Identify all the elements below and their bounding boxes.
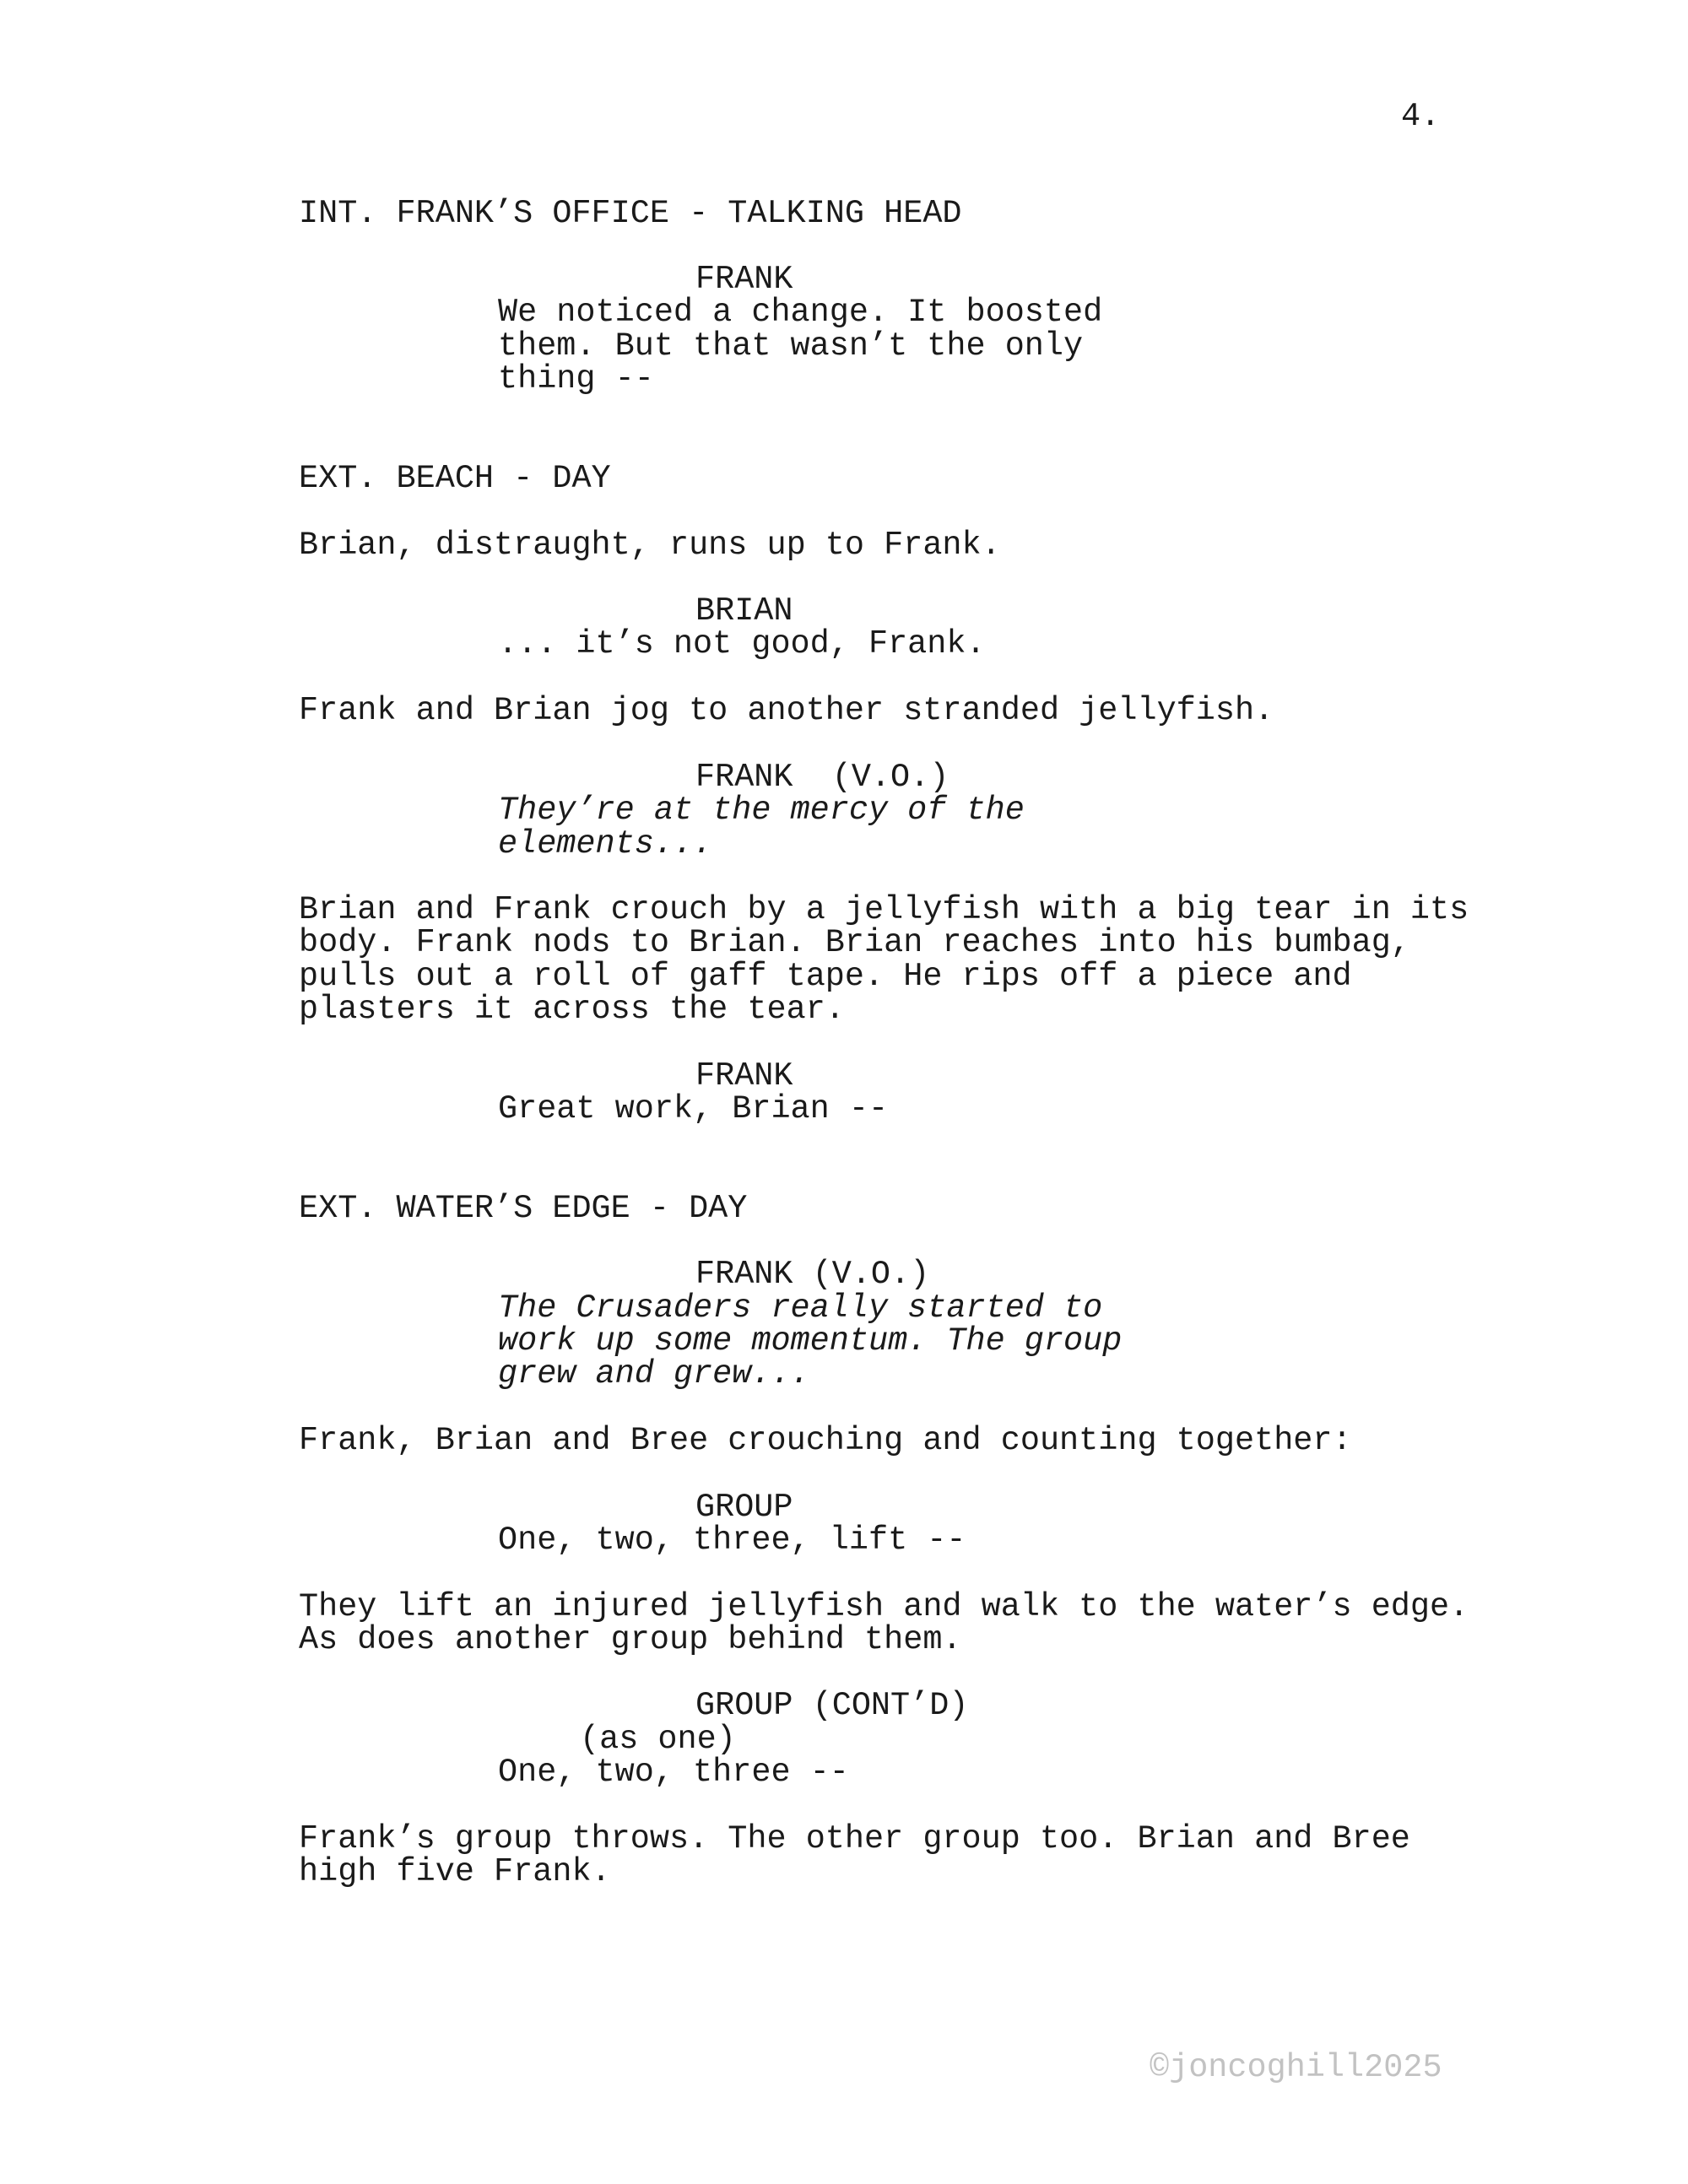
dialogue-line: ... it’s not good, Frank. bbox=[498, 625, 986, 662]
dialogue-line: They’re at the mercy of the bbox=[498, 792, 1025, 829]
character-name: FRANK (V.O.) bbox=[695, 759, 950, 796]
character-name: GROUP bbox=[695, 1489, 793, 1526]
action-line: high five Frank. bbox=[299, 1853, 611, 1890]
scene-heading: INT. FRANK’S OFFICE - TALKING HEAD bbox=[299, 195, 962, 232]
action-line: Frank, Brian and Bree crouching and counting together: bbox=[299, 1422, 1352, 1459]
scene-heading: EXT. BEACH - DAY bbox=[299, 460, 611, 497]
character-name: FRANK bbox=[695, 261, 793, 298]
action-line: body. Frank nods to Brian. Brian reaches into his bumbag, bbox=[299, 924, 1410, 961]
action-line: As does another group behind them. bbox=[299, 1621, 962, 1658]
dialogue-line: them. But that wasn’t the only bbox=[498, 327, 1084, 365]
action-line: plasters it across the tear. bbox=[299, 991, 845, 1028]
action-line: Brian, distraught, runs up to Frank. bbox=[299, 527, 1001, 564]
character-name: BRIAN bbox=[695, 592, 793, 630]
dialogue-line: thing -- bbox=[498, 360, 654, 397]
dialogue-line: work up some momentum. The group bbox=[498, 1322, 1123, 1360]
dialogue-line: grew and grew... bbox=[498, 1355, 810, 1392]
action-line: Frank and Brian jog to another stranded jellyfish. bbox=[299, 692, 1274, 729]
parenthetical: (as one) bbox=[580, 1721, 736, 1758]
character-name: FRANK (V.O.) bbox=[695, 1256, 930, 1293]
character-name: FRANK bbox=[695, 1057, 793, 1095]
dialogue-line: One, two, three, lift -- bbox=[498, 1522, 966, 1559]
action-line: They lift an injured jellyfish and walk to the water’s edge. bbox=[299, 1588, 1469, 1625]
action-line: pulls out a roll of gaff tape. He rips off a piece and bbox=[299, 958, 1352, 995]
dialogue-line: The Crusaders really started to bbox=[498, 1289, 1103, 1327]
dialogue-line: elements... bbox=[498, 825, 713, 862]
dialogue-line: Great work, Brian -- bbox=[498, 1090, 889, 1127]
scene-heading: EXT. WATER’S EDGE - DAY bbox=[299, 1190, 748, 1227]
page-number: 4. bbox=[1401, 98, 1441, 135]
action-line: Frank’s group throws. The other group too. Brian and Bree bbox=[299, 1820, 1410, 1857]
copyright-watermark: ©joncoghill2025 bbox=[1150, 2049, 1442, 2086]
dialogue-line: One, two, three -- bbox=[498, 1754, 849, 1791]
character-name: GROUP (CONT’D) bbox=[695, 1687, 969, 1724]
dialogue-line: We noticed a change. It boosted bbox=[498, 294, 1103, 331]
action-line: Brian and Frank crouch by a jellyfish with a big tear in its bbox=[299, 891, 1469, 928]
